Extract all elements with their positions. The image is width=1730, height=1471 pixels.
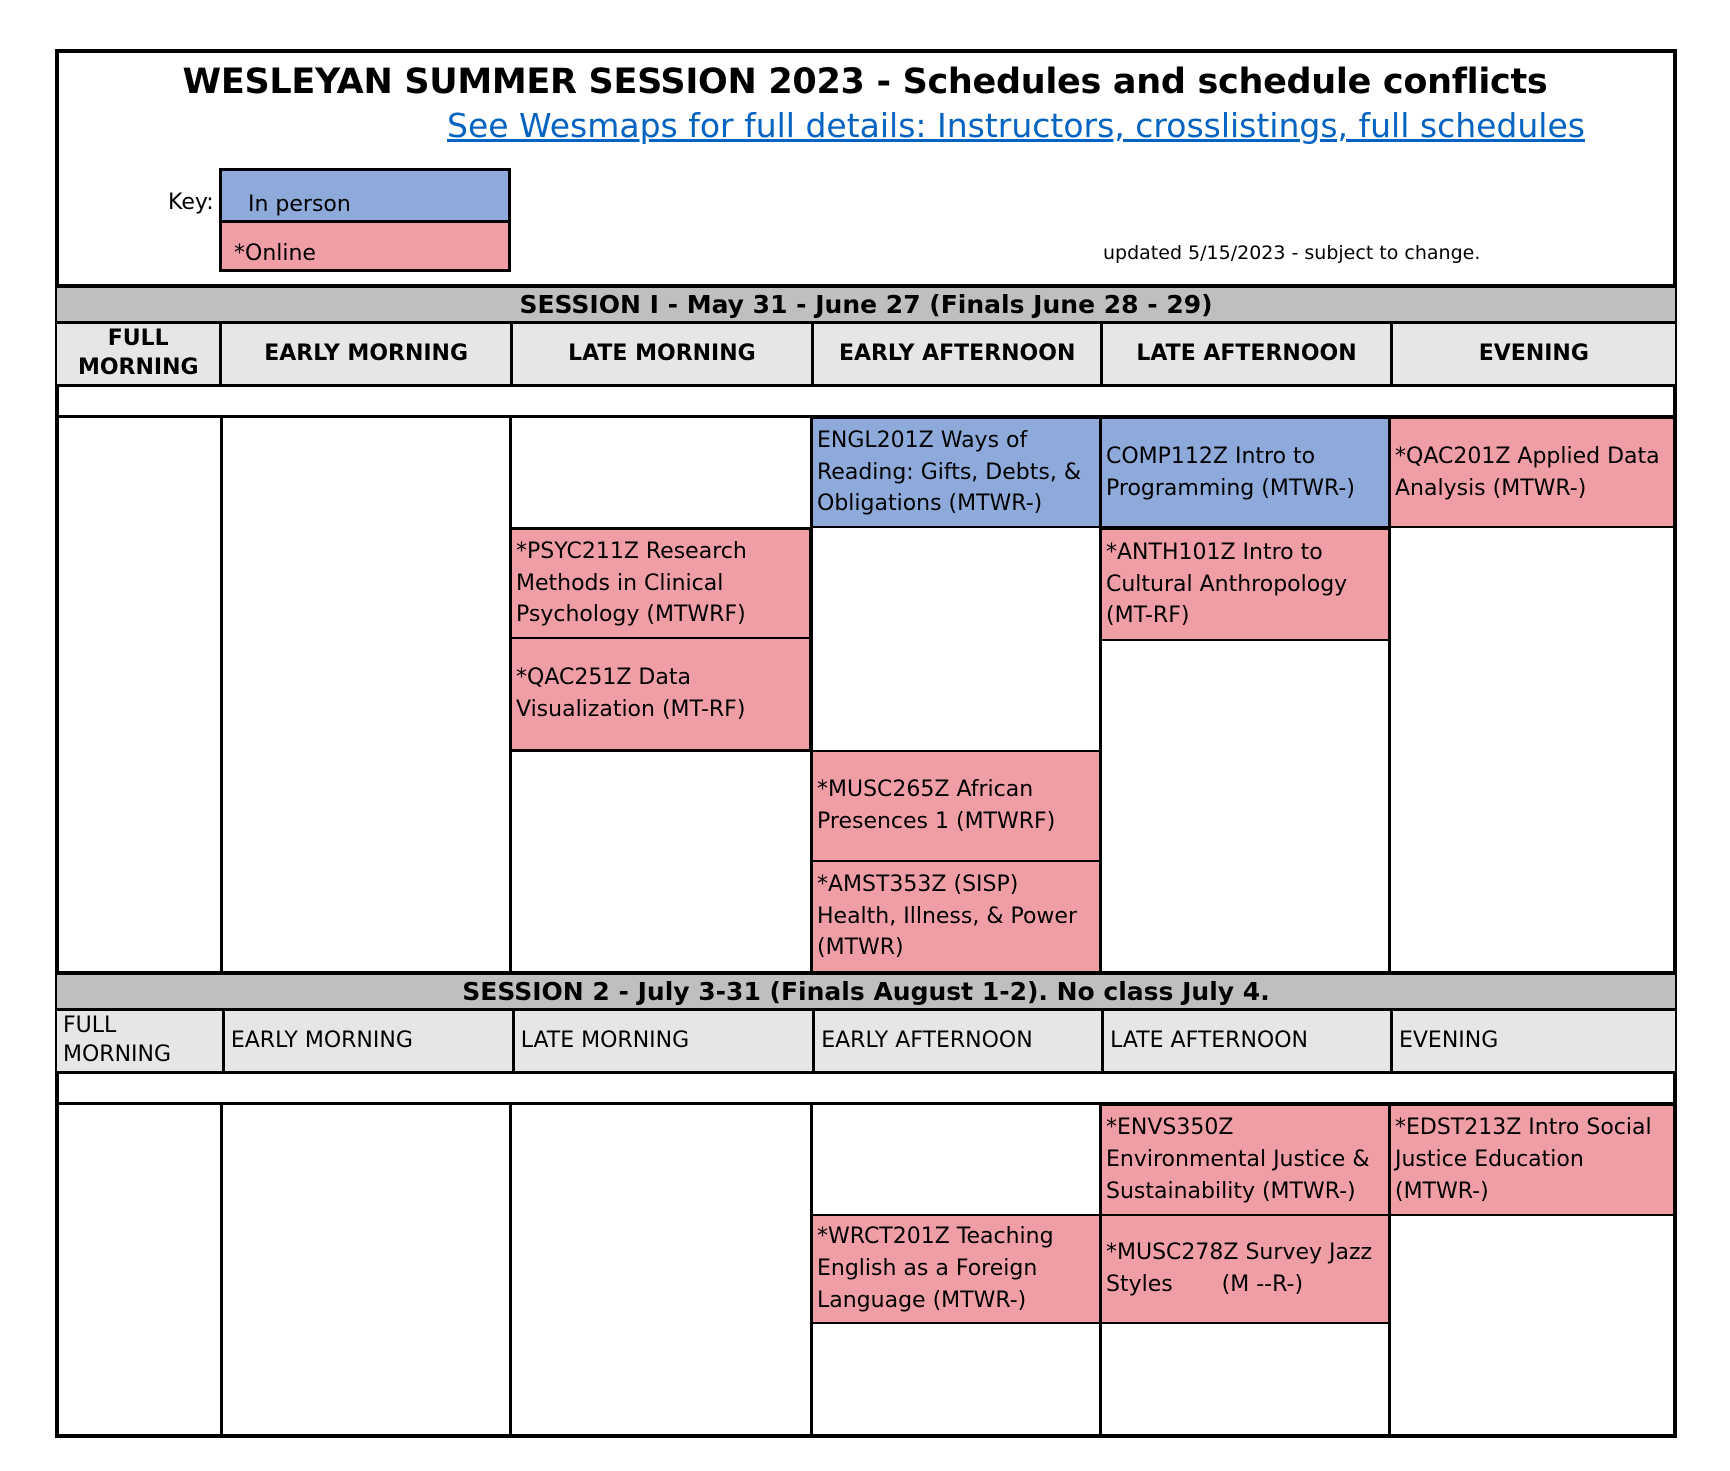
s1-divider [220, 418, 223, 973]
s2-divider [509, 1105, 512, 1435]
s1-col-late-morning: LATE MORNING [513, 324, 814, 384]
s2-col-late-afternoon: LATE AFTERNOON [1104, 1011, 1393, 1071]
session1-header-row [57, 324, 1675, 387]
s2-col-full-morning: FULL MORNING [57, 1011, 225, 1071]
updated-note: updated 5/15/2023 - subject to change. [1103, 242, 1481, 264]
s2-divider [220, 1105, 223, 1435]
wesmaps-link[interactable]: See Wesmaps for full details: Instructors, crosslistings, full schedules [447, 106, 1585, 145]
s1-col-evening: EVENING [1393, 324, 1675, 384]
s1-col-early-afternoon: EARLY AFTERNOON [814, 324, 1103, 384]
course-comp112z[interactable]: COMP112Z Intro to Programming (MTWR-) [1100, 417, 1390, 528]
s1-col-full-morning: FULL MORNING [57, 324, 222, 384]
key-label: Key: [168, 190, 214, 215]
course-psyc211z[interactable]: *PSYC211Z Research Methods in Clinical Psychology (MTWRF) [510, 528, 811, 639]
session2-title: SESSION 2 - July 3-31 (Finals August 1-2). No class July 4. [57, 971, 1675, 1011]
key-in-person: In person [219, 168, 511, 223]
course-anth101z[interactable]: *ANTH101Z Intro to Cultural Anthropology (MT-RF) [1100, 528, 1390, 641]
course-envs350z[interactable]: *ENVS350Z Environmental Justice & Sustainability (MTWR-) [1100, 1104, 1390, 1216]
s2-col-early-morning: EARLY MORNING [225, 1011, 515, 1071]
course-amst353z[interactable]: *AMST353Z (SISP) Health, Illness, & Power (MTWR) [811, 860, 1101, 973]
s1-col-early-morning: EARLY MORNING [222, 324, 512, 384]
s2-col-late-morning: LATE MORNING [515, 1011, 816, 1071]
course-musc265z[interactable]: *MUSC265Z African Presences 1 (MTWRF) [811, 750, 1101, 862]
key-online: *Online [219, 220, 511, 272]
course-edst213z[interactable]: *EDST213Z Intro Social Justice Education (MTWR-) [1389, 1104, 1675, 1216]
course-qac201z[interactable]: *QAC201Z Applied Data Analysis (MTWR-) [1389, 417, 1675, 528]
session1-title: SESSION I - May 31 - June 27 (Finals June 28 - 29) [57, 284, 1675, 324]
s1-col-late-afternoon: LATE AFTERNOON [1103, 324, 1392, 384]
course-qac251z[interactable]: *QAC251Z Data Visualization (MT-RF) [510, 637, 811, 751]
page-title: WESLEYAN SUMMER SESSION 2023 - Schedules and schedule conflicts [182, 62, 1548, 102]
course-engl201z[interactable]: ENGL201Z Ways of Reading: Gifts, Debts, & Obligations (MTWR-) [811, 417, 1101, 528]
course-wrct201z[interactable]: *WRCT201Z Teaching English as a Foreign Language (MTWR-) [811, 1214, 1101, 1324]
course-musc278z[interactable]: *MUSC278Z Survey Jazz Styles (M --R-) [1100, 1214, 1390, 1324]
s2-col-early-afternoon: EARLY AFTERNOON [815, 1011, 1104, 1071]
session2-header-row [57, 1011, 1675, 1074]
s2-col-evening: EVENING [1393, 1011, 1675, 1071]
